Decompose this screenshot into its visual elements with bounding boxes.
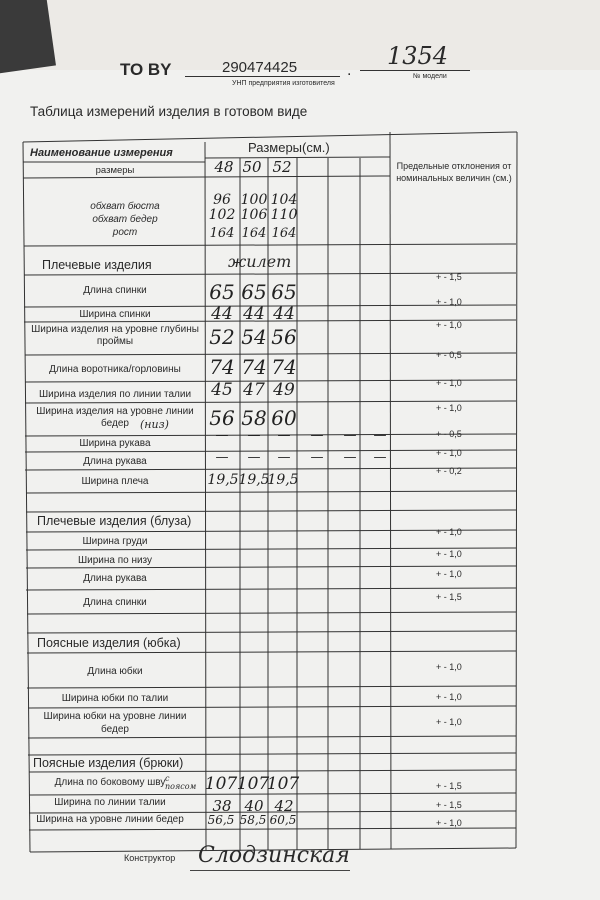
body-value: 164: [209, 226, 235, 241]
size-value: 52: [272, 158, 292, 176]
section-title: Поясные изделия (брюки): [33, 756, 184, 770]
row-value: —: [343, 428, 357, 443]
row-value: —: [247, 428, 261, 443]
row-tolerance: + - 1,0: [436, 448, 462, 458]
row-value: —: [310, 450, 324, 465]
constructor-signature: Слодзинская: [198, 843, 350, 868]
column-header-tolerance: Предельные отклонения от номинальных величин (см.): [396, 161, 512, 183]
model-caption: № модели: [413, 73, 447, 80]
column-header-sizes: Размеры(см.): [248, 140, 330, 155]
row-value: 19,5: [267, 472, 299, 488]
row-value: 44: [243, 304, 265, 324]
code-label: ТО BY: [120, 60, 172, 79]
row-label: Ширина спинки: [79, 309, 151, 320]
row-tolerance: + - 1,5: [436, 272, 462, 282]
model-number: 1354: [387, 42, 449, 70]
row-value: 40: [244, 797, 264, 815]
row-value: 19,5: [207, 472, 239, 488]
row-value: 44: [211, 304, 233, 324]
body-value: 164: [241, 226, 267, 241]
row-value: 65: [271, 280, 297, 304]
column-header-name: Наименование измерения: [30, 147, 173, 159]
size-value: 50: [242, 158, 262, 176]
row-value: 47: [243, 380, 265, 400]
row-label: Ширина рукава: [79, 438, 151, 449]
row-value: —: [277, 450, 291, 465]
row-label: Длина воротника/горловины: [49, 364, 181, 375]
row-tolerance: + - 1,0: [436, 378, 462, 388]
row-label: Длина спинки: [83, 597, 147, 608]
page-title: Таблица измерений изделия в готовом виде: [30, 104, 308, 119]
section-note: жилет: [228, 252, 292, 271]
row-value: —: [373, 428, 387, 443]
signature-line: [190, 870, 350, 871]
size-value: 48: [214, 158, 234, 176]
row-label: Ширина груди: [82, 536, 148, 547]
row-label: Ширина изделия на уровне глубины проймы: [31, 324, 199, 347]
row-value: 107: [266, 774, 300, 794]
row-tolerance: + - 1,5: [436, 800, 462, 810]
body-value: 110: [270, 207, 298, 223]
row-value: —: [277, 428, 291, 443]
row-value: —: [247, 450, 261, 465]
section-title: Поясные изделия (юбка): [37, 636, 181, 650]
body-label-height: рост: [112, 227, 138, 238]
row-value: 60: [271, 406, 297, 430]
code-caption: УНП предприятия изготовителя: [232, 80, 335, 87]
row-label: Длина юбки: [87, 666, 143, 677]
body-value: 104: [270, 192, 298, 208]
row-value: 58: [241, 406, 267, 430]
body-label-bust: обхват бюста: [90, 201, 160, 212]
row-label: Длина рукава: [83, 573, 147, 584]
row-value: 107: [236, 774, 270, 794]
row-value: 54: [241, 325, 267, 349]
header-dot: .: [347, 62, 352, 79]
row-tolerance: + - 0,5: [436, 350, 462, 360]
row-label: Ширина плеча: [81, 476, 149, 487]
row-value: 65: [209, 280, 235, 304]
row-tolerance: + - 1,0: [436, 549, 462, 559]
row-tolerance: + - 1,0: [436, 297, 462, 307]
row-tolerance: + - 1,0: [436, 569, 462, 579]
row-value: 38: [212, 797, 232, 815]
row-value: 74: [209, 355, 235, 379]
row-value: —: [310, 428, 324, 443]
row-tolerance: + - 1,0: [436, 818, 462, 828]
body-label-hips: обхват бедер: [92, 214, 158, 225]
row-value: 19,5: [238, 472, 270, 488]
row-tolerance: + - 1,0: [436, 403, 462, 413]
row-tolerance: + - 1,0: [436, 717, 462, 727]
row-label: Длина рукава: [83, 456, 147, 467]
row-value: 74: [271, 355, 297, 379]
row-tolerance: + - 1,0: [436, 692, 462, 702]
row-value: 56: [209, 406, 235, 430]
row-value: 42: [274, 797, 294, 815]
row-label: Длина по боковому шву: [54, 777, 166, 788]
section-title: Плечевые изделия (блуза): [37, 514, 192, 528]
row-tolerance: + - 1,5: [436, 592, 462, 602]
row-value: —: [215, 450, 229, 465]
row-value: 49: [273, 380, 295, 400]
row-label: Ширина изделия на уровне линии бедер: [36, 406, 194, 429]
row-value: 107: [204, 774, 238, 794]
sizes-row-label: размеры: [95, 165, 135, 176]
body-value: 106: [240, 207, 268, 223]
row-value: 45: [211, 380, 233, 400]
row-tolerance: + - 0,2: [436, 466, 462, 476]
row-tolerance: + - 1,0: [436, 527, 462, 537]
row-value: —: [343, 450, 357, 465]
row-value: —: [215, 428, 229, 443]
body-value: 100: [240, 192, 268, 208]
row-tolerance: + - 1,5: [436, 781, 462, 791]
row-tolerance: + - 1,0: [436, 662, 462, 672]
row-label: Ширина юбки по талии: [61, 693, 169, 704]
row-label: Ширина по линии талии: [54, 797, 166, 808]
row-tolerance: + - 1,0: [436, 320, 462, 330]
constructor-label: Конструктор: [124, 853, 176, 863]
body-value: 164: [271, 226, 297, 241]
row-value: 74: [241, 355, 267, 379]
row-tolerance: + - 0,5: [436, 429, 462, 439]
row-label: Длина спинки: [83, 285, 147, 296]
row-value: 58,5: [239, 813, 267, 827]
row-label: Ширина изделия по линии талии: [38, 389, 192, 400]
row-label-note: с поясом: [165, 774, 197, 791]
body-value: 102: [208, 207, 236, 223]
row-value: 65: [241, 280, 267, 304]
row-value: 60,5: [269, 813, 297, 827]
row-label-note: (низ): [140, 418, 169, 431]
row-value: 56: [271, 325, 297, 349]
row-label: Ширина на уровне линии бедер: [36, 814, 184, 825]
section-title: Плечевые изделия: [42, 258, 152, 272]
row-label: Ширина юбки на уровне линии бедер: [43, 711, 187, 735]
body-value: 96: [213, 192, 231, 208]
row-label: Ширина по низу: [77, 555, 153, 566]
row-value: 44: [273, 304, 295, 324]
row-value: —: [373, 450, 387, 465]
code-value: 290474425: [222, 59, 298, 76]
row-value: 52: [209, 325, 235, 349]
row-value: 56,5: [207, 813, 235, 827]
